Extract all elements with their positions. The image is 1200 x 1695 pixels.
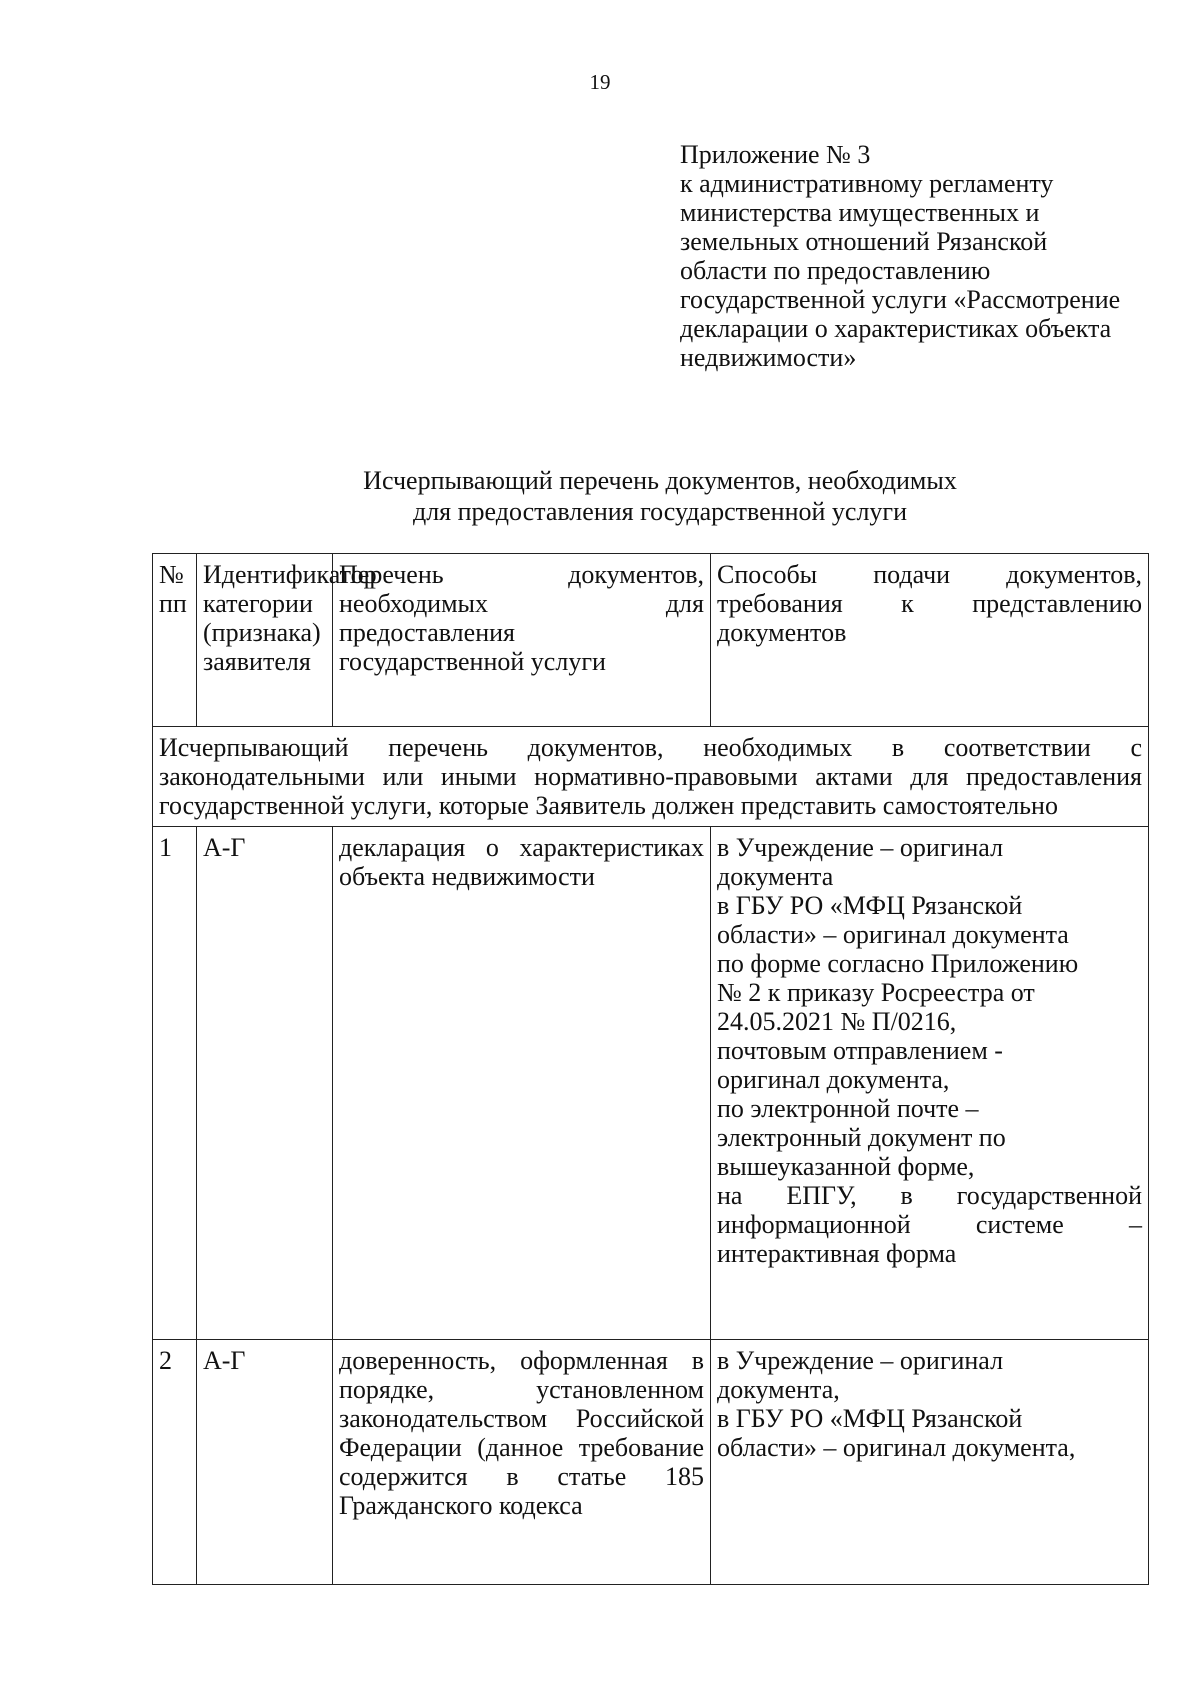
appendix-note <box>680 140 1180 372</box>
method-line: в ГБУ РО «МФЦ Рязанской <box>717 891 1023 920</box>
method-line: области» – оригинал документа <box>717 920 1069 949</box>
section-text: Исчерпывающий перечень документов, необходимых в соответствии с законодательными или иными нормативно-правовыми актами для предоставления государственной услуги, которые Заявитель должен представить самостоятельно <box>153 727 1149 827</box>
method-line: почтовым отправлением - <box>717 1036 1003 1065</box>
method-line: в Учреждение – оригинал <box>717 1346 1004 1375</box>
appendix-line: Приложение № 3 <box>680 140 871 169</box>
method-line: 24.05.2021 № П/0216, <box>717 1007 957 1036</box>
appendix-line: декларации о характеристиках объекта <box>680 314 1112 343</box>
page-number: 19 <box>589 70 611 94</box>
method-line: документа <box>717 862 834 891</box>
method-line: документа, <box>717 1375 840 1404</box>
appendix-line: государственной услуги «Рассмотрение <box>680 285 1121 314</box>
row-num: 1 <box>153 827 197 1340</box>
method-line: в Учреждение – оригинал <box>717 833 1004 862</box>
row-num: 2 <box>153 1340 197 1585</box>
section-row <box>153 727 1149 827</box>
appendix-line: недвижимости» <box>680 343 857 372</box>
appendix-line: земельных отношений Рязанской <box>680 227 1048 256</box>
method-line: электронный документ по <box>717 1123 1006 1152</box>
method-line: № 2 к приказу Росреестра от <box>717 978 1035 1007</box>
header-num: № пп <box>153 554 197 727</box>
document-title <box>260 465 1060 527</box>
row-document: доверенность, оформленная в порядке, установленном законодательством Российской Федерации (данное требование содержится в статье 185 Гражданского кодекса <box>333 1340 711 1585</box>
title-line-2: для предоставления государственной услуги <box>412 497 908 526</box>
method-line: по форме согласно Приложению <box>717 949 1079 978</box>
header-methods: Способы подачи документов, требования к представлению документов <box>711 554 1149 727</box>
header-documents: Перечень документов, необходимых для предоставления государственной услуги <box>333 554 711 727</box>
row-document: декларация о характеристиках объекта недвижимости <box>333 827 711 1340</box>
table-row <box>153 1340 1149 1585</box>
appendix-line: к административному регламенту <box>680 169 1054 198</box>
method-line: по электронной почте – <box>717 1094 979 1123</box>
appendix-line: области по предоставлению <box>680 256 991 285</box>
method-line: вышеуказанной форме, <box>717 1152 975 1181</box>
row-methods <box>711 827 1149 1340</box>
header-category: Идентификатор категории (признака) заявителя <box>197 554 333 727</box>
method-line: в ГБУ РО «МФЦ Рязанской <box>717 1404 1023 1433</box>
appendix-line: министерства имущественных и <box>680 198 1040 227</box>
row-category: А-Г <box>197 827 333 1340</box>
method-line: оригинал документа, <box>717 1065 950 1094</box>
method-line: информационной системе – <box>717 1210 1142 1239</box>
row-category: А-Г <box>197 1340 333 1585</box>
method-line: интерактивная форма <box>717 1239 957 1268</box>
method-line: области» – оригинал документа, <box>717 1433 1076 1462</box>
table-header-row <box>153 554 1149 727</box>
title-line-1: Исчерпывающий перечень документов, необходимых <box>363 466 957 495</box>
table-row <box>153 827 1149 1340</box>
row-methods <box>711 1340 1149 1585</box>
method-line: на ЕПГУ, в государственной <box>717 1181 1142 1210</box>
documents-table <box>152 553 1149 1585</box>
